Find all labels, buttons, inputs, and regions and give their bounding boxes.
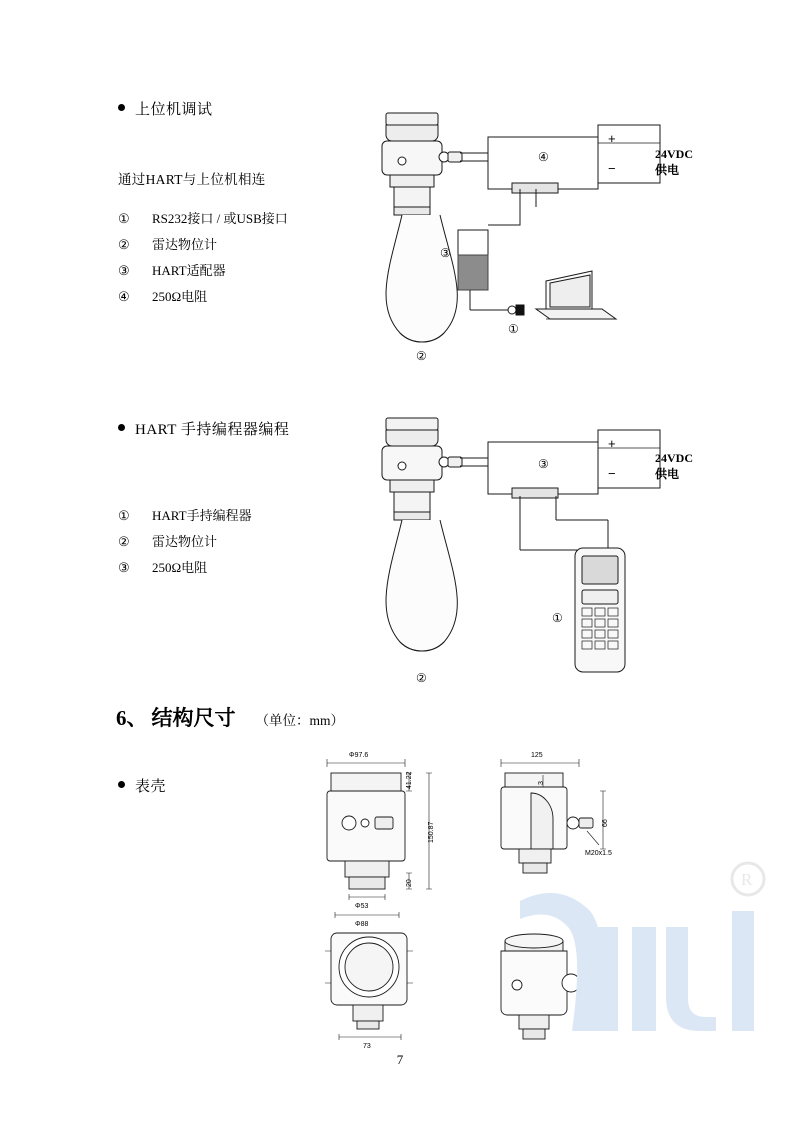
power-label-lower-line1: 24VDC xyxy=(655,451,693,465)
section-dimensions-heading xyxy=(116,702,344,732)
callout-handheld-lower: ① xyxy=(552,611,563,625)
dim-width-125: 125 xyxy=(531,752,543,759)
callout-resistor-upper: ④ xyxy=(538,150,549,164)
svg-text:−: − xyxy=(608,161,616,176)
bullet-dot-icon xyxy=(118,781,125,788)
legend-number: ① xyxy=(118,211,130,226)
legend-number: ③ xyxy=(118,263,130,278)
list-item xyxy=(118,260,288,279)
dim-top-diameter: Φ97.6 xyxy=(349,752,369,759)
dim-thread: M20x1.5 xyxy=(585,850,612,857)
power-label-lower xyxy=(655,450,693,482)
svg-text:−: − xyxy=(608,466,616,481)
legend-number: ② xyxy=(118,237,130,252)
legend-number: ③ xyxy=(118,560,130,575)
diagram-hart-handheld xyxy=(360,400,690,700)
upper-legend xyxy=(118,208,288,312)
legend-text: RS232接口 / 或USB接口 xyxy=(152,211,288,226)
bullet-lower-label: HART 手持编程器编程 xyxy=(135,422,290,438)
page-number: 7 xyxy=(396,1052,404,1067)
dim-height-150: 150.87 xyxy=(428,821,435,843)
svg-text:+: + xyxy=(608,436,616,451)
power-label-lower-line2: 供电 xyxy=(655,467,680,482)
callout-radar-upper: ② xyxy=(416,349,427,363)
legend-number: ① xyxy=(118,508,130,523)
bullet-housing xyxy=(118,775,166,796)
power-label-upper xyxy=(655,146,693,178)
callout-adapter-upper: ③ xyxy=(440,246,451,260)
dim-dia-88: Φ88 xyxy=(355,921,369,928)
bullet-dot-icon xyxy=(118,104,125,111)
dim-height-66: 66 xyxy=(602,819,609,827)
callout-interface-upper: ① xyxy=(508,322,519,336)
legend-text: HART手持编程器 xyxy=(152,508,252,523)
list-item xyxy=(118,234,288,253)
list-item xyxy=(118,286,288,305)
callout-radar-lower: ② xyxy=(416,671,427,685)
list-item xyxy=(118,557,252,576)
dim-height-20: 20 xyxy=(406,879,413,887)
legend-text: 250Ω电阻 xyxy=(152,560,208,575)
legend-text: 雷达物位计 xyxy=(152,534,218,549)
bullet-lower-hart xyxy=(118,418,289,439)
legend-number: ④ xyxy=(118,289,130,304)
legend-number: ② xyxy=(118,534,130,549)
section-unit-note: （单位：mm） xyxy=(255,713,345,728)
bullet-housing-label: 表壳 xyxy=(135,779,167,795)
dim-height-41: 41.22 xyxy=(406,771,413,789)
lower-legend xyxy=(118,505,252,583)
power-label-upper-line1: 24VDC xyxy=(655,147,693,161)
callout-resistor-lower: ③ xyxy=(538,457,549,471)
dim-depth-3: 3 xyxy=(538,781,545,785)
section-title: 结构尺寸 xyxy=(151,706,236,730)
dim-dia-53: Φ53 xyxy=(355,903,369,910)
legend-text: 雷达物位计 xyxy=(152,237,218,252)
diagram-host-debug xyxy=(360,95,690,385)
dim-width-73: 73 xyxy=(363,1043,371,1050)
legend-text: 250Ω电阻 xyxy=(152,289,208,304)
list-item xyxy=(118,505,252,524)
svg-text:R: R xyxy=(741,870,753,889)
diagram-housing-dimensions xyxy=(305,745,695,1065)
upper-intro-text: 通过HART与上位机相连 xyxy=(118,172,266,187)
power-label-upper-line2: 供电 xyxy=(655,163,680,178)
legend-text: HART适配器 xyxy=(152,263,226,278)
bullet-upper-label: 上位机调试 xyxy=(135,102,213,118)
bullet-upper-host-debug xyxy=(118,98,213,119)
bullet-dot-icon xyxy=(118,424,125,431)
list-item xyxy=(118,531,252,550)
section-number: 6、 xyxy=(116,706,148,730)
svg-text:+: + xyxy=(608,131,616,146)
list-item xyxy=(118,208,288,227)
